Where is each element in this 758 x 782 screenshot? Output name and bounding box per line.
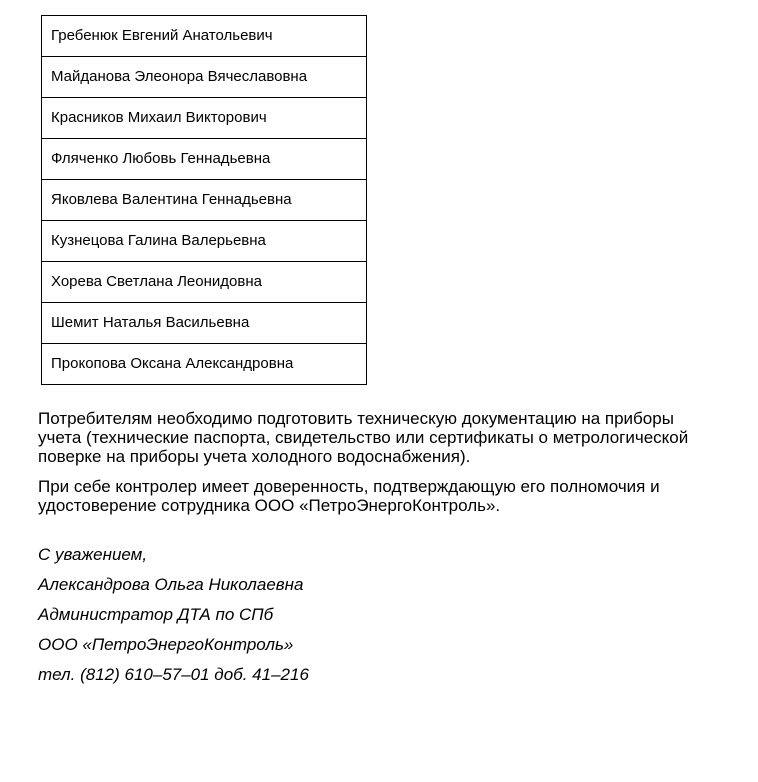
name-cell: Майданова Элеонора Вячеславовна	[42, 57, 367, 98]
body-text	[38, 409, 738, 526]
table-row	[42, 262, 367, 303]
name-cell: Кузнецова Галина Валерьевна	[42, 221, 367, 262]
paragraph-line: удостоверение сотрудника ООО «ПетроЭнергоКонтроль».	[38, 496, 501, 515]
table-row	[42, 139, 367, 180]
paragraph-line: При себе контролер имеет доверенность, подтверждающую его полномочия и	[38, 477, 660, 496]
signature-block	[38, 540, 309, 690]
paragraph-controller	[38, 477, 738, 515]
name-cell: Хорева Светлана Леонидовна	[42, 262, 367, 303]
paragraph-line: поверке на приборы учета холодного водоснабжения).	[38, 447, 471, 466]
signature-company: ООО «ПетроЭнергоКонтроль»	[38, 635, 294, 654]
name-cell: Гребенюк Евгений Анатольевич	[42, 16, 367, 57]
names-table-body	[42, 16, 367, 385]
table-row	[42, 180, 367, 221]
table-row	[42, 344, 367, 385]
paragraph-documentation	[38, 409, 738, 466]
name-cell: Шемит Наталья Васильевна	[42, 303, 367, 344]
name-cell: Яковлева Валентина Геннадьевна	[42, 180, 367, 221]
table-row	[42, 221, 367, 262]
paragraph-line: учета (технические паспорта, свидетельство или сертификаты о метрологической	[38, 428, 689, 447]
paragraph-line: Потребителям необходимо подготовить техническую документацию на приборы	[38, 409, 674, 428]
table-row	[42, 98, 367, 139]
name-cell: Красников Михаил Викторович	[42, 98, 367, 139]
name-cell: Фляченко Любовь Геннадьевна	[42, 139, 367, 180]
name-cell: Прокопова Оксана Александровна	[42, 344, 367, 385]
names-table	[41, 15, 367, 385]
signature-name: Александрова Ольга Николаевна	[38, 575, 304, 594]
table-row	[42, 16, 367, 57]
table-row	[42, 57, 367, 98]
signature-title: Администратор ДТА по СПб	[38, 605, 274, 624]
signature-phone: тел. (812) 610–57–01 доб. 41–216	[38, 665, 309, 684]
signature-salutation: С уважением,	[38, 545, 148, 564]
table-row	[42, 303, 367, 344]
